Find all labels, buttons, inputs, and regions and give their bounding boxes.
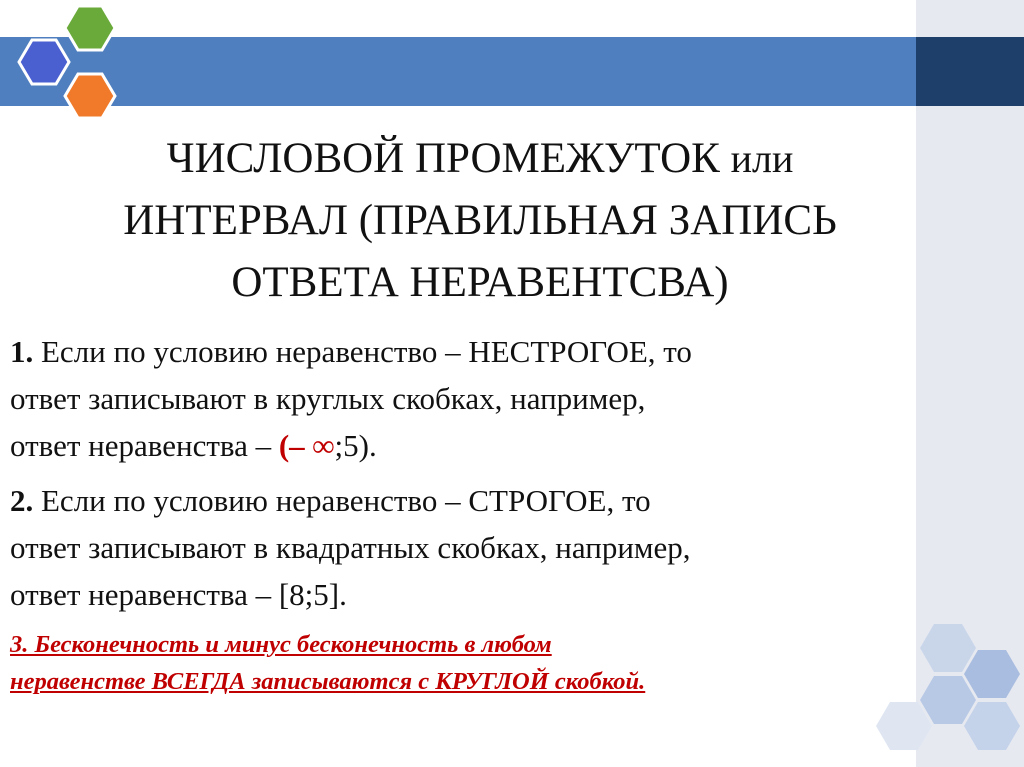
- orange-hexagon-icon: [65, 74, 115, 118]
- green-hexagon-icon: [65, 6, 115, 50]
- paragraph-text: Если по условию неравенство – СТРОГОЕ, то: [33, 483, 651, 518]
- light-hexagon-icon: [964, 650, 1020, 698]
- slide-title: [40, 128, 920, 314]
- highlighted-interval: (– ∞: [278, 428, 335, 463]
- title-line-1-lower: или: [730, 136, 794, 181]
- light-hexagon-icon: [964, 702, 1020, 750]
- paragraph-2: [10, 477, 910, 618]
- title-line-1: ЧИСЛОВОЙ ПРОМЕЖУТОК: [166, 135, 731, 182]
- note-line-1: 3. Бесконечность и минус бесконечность в любом: [10, 631, 552, 658]
- title-line-2: ИНТЕРВАЛ (ПРАВИЛЬНАЯ ЗАПИСЬ: [123, 197, 837, 244]
- paragraph-3-note: [10, 626, 910, 700]
- paragraph-1: [10, 328, 910, 469]
- paragraph-number: 2.: [10, 483, 34, 518]
- paragraph-number: 1.: [10, 334, 34, 369]
- title-line-3: ОТВЕТА НЕРАВЕНТСВА): [231, 259, 729, 306]
- blue-hexagon-icon: [19, 40, 69, 84]
- header-bar: [0, 37, 916, 106]
- slide-body: [10, 328, 910, 725]
- paragraph-text: ответ неравенства – [8;5].: [10, 577, 347, 612]
- paragraph-text: ответ записывают в круглых скобках, например,: [10, 381, 646, 416]
- light-hexagon-icon: [920, 624, 976, 672]
- paragraph-text: ответ неравенства –: [10, 428, 279, 463]
- paragraph-text: Если по условию неравенство – НЕСТРОГОЕ, то: [33, 334, 692, 369]
- light-hexagon-icon: [920, 676, 976, 724]
- header-bar-dark-segment: [916, 37, 1024, 106]
- paragraph-text: ;5).: [334, 428, 377, 463]
- paragraph-text: ответ записывают в квадратных скобках, например,: [10, 530, 691, 565]
- hexagon-logo: [0, 0, 130, 130]
- note-line-2: неравенстве ВСЕГДА записываются с КРУГЛОЙ скобкой.: [10, 668, 646, 695]
